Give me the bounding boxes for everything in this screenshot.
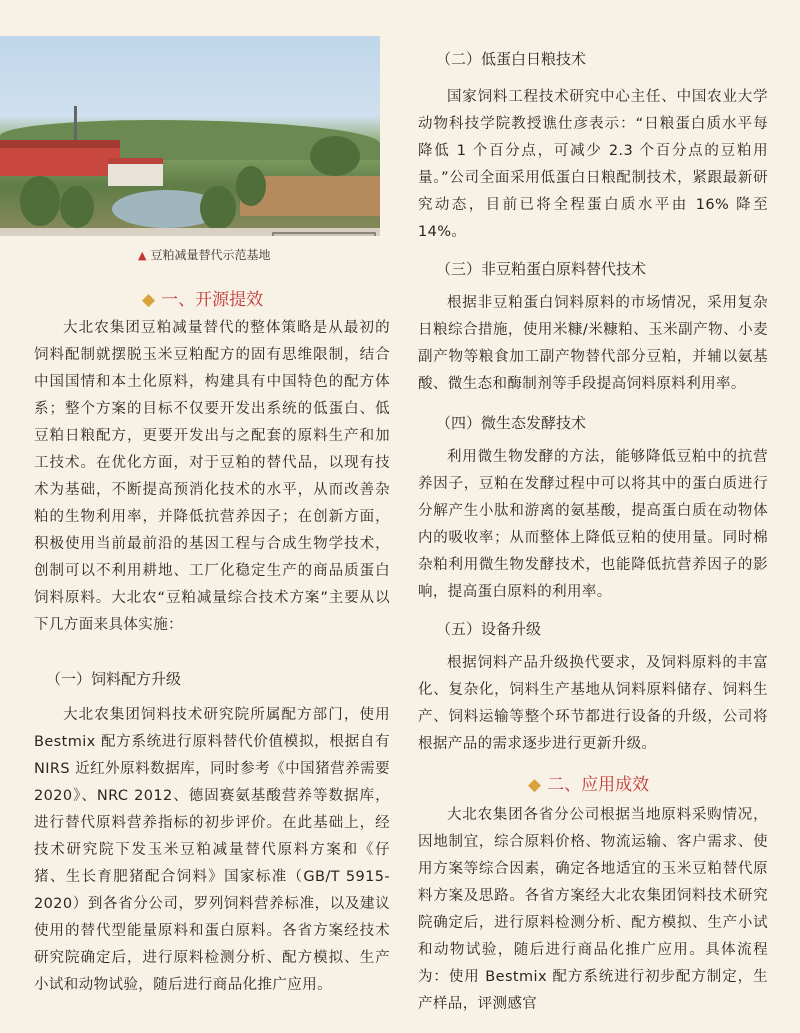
section-heading-1: ◆ 一、开源提效 — [142, 290, 264, 310]
diamond-icon: ◆ — [528, 775, 542, 795]
subheading-microbial-fermentation: （四）微生态发酵技术 — [436, 414, 587, 432]
right-paragraph-5: 大北农集团各省分公司根据当地原料采购情况，因地制宜，综合原料价格、物流运输、客户需求、使用方案等综合因素，确定各地适宜的玉米豆粕替代原料方案及思路。各省方案经大北农集团饲料技术研究院确定后，进行原料检测分析、配方模拟、生产小试和动物试验，随后进行商品化推广应用。具体流程为：使用 Bestmix 配方系统进行初步配方制定，生产样品，评测感官 — [418, 807, 768, 1012]
subheading-equipment-upgrade: （五）设备升级 — [436, 620, 542, 638]
diamond-icon: ◆ — [142, 290, 156, 310]
left-paragraph-2: 大北农集团饲料技术研究院所属配方部门，使用 Bestmix 配方系统进行原料替代价值模拟，根据自有 NIRS 近红外原料数据库，同时参考《中国猪营养需要 2020》、NRC 2012、德固赛氨基酸营养等数据库，进行替代原料营养指标的初步评价。在此基础上，经技术研究院下发玉米豆粕减量替代原料方案和《仔猪、生长育肥猪配合饲料》国家标准（GB/T 5915-2020）到各省分公司，罗列饲料营养标准，以及建议使用的替代型能量原料和蛋白原料。各省方案经技术研究院确定后，进行原料检测分析、配方模拟、生产小试和动物试验，随后进行商品化推广应用。 — [34, 707, 390, 993]
right-paragraph-3: 利用微生物发酵的方法，能够降低豆粕中的抗营养因子，豆粕在发酵过程中可以将其中的蛋白质进行分解产生小肽和游离的氨基酸，提高蛋白质在动物体内的吸收率；从而整体上降低豆粕的使用量。同时棉杂粕利用微生物发酵技术，也能降低抗营养因子的影响，提高蛋白原料的利用率。 — [418, 449, 768, 600]
demo-base-photo — [0, 36, 380, 236]
left-paragraph-1: 大北农集团豆粕减量替代的整体策略是从最初的饲料配制就摆脱玉米豆粕配方的固有思维限制，结合中国国情和本土化原料，构建具有中国特色的配方体系；整个方案的目标不仅要开发出系统的低蛋白、低豆粕日粮配方，更要开发出与之配套的原料生产和加工技术。在优化方面，对于豆粕的替代品，以现有技术为基础，不断提高预消化技术的水平，从而改善杂粕的生物利用率，并降低抗营养因子；在创新方面，积极使用当前最前沿的基因工程与合成生物学技术，创制可以不利用耕地、工厂化稳定生产的商品质蛋白饲料原料。大北农“豆粕减量综合技术方案”主要从以下几方面来具体实施： — [34, 320, 390, 633]
section-heading-2: ◆ 二、应用成效 — [528, 775, 650, 795]
photo-caption: ▲ 豆粕减量替代示范基地 — [138, 248, 271, 262]
base-signboard — [272, 232, 376, 236]
right-paragraph-2: 根据非豆粕蛋白饲料原料的市场情况，采用复杂日粮综合措施，使用米糠/米糠粕、玉米副产物、小麦副产物等粮食加工副产物替代部分豆粕，并辅以氨基酸、微生态和酶制剂等手段提高饲料原料利用率。 — [418, 295, 768, 392]
triangle-icon: ▲ — [138, 249, 147, 262]
right-paragraph-1: 国家饲料工程技术研究中心主任、中国农业大学动物科技学院教授谯仕彦表示：“日粮蛋白质水平每降低 1 个百分点，可减少 2.3 个百分点的豆粕用量。”公司全面采用低蛋白日粮配制技术，紧跟最新研究动态，目前已将全程蛋白质水平由 16% 降至 14%。 — [418, 89, 768, 240]
subheading-low-protein: （二）低蛋白日粮技术 — [436, 50, 587, 68]
subheading-formula-upgrade: （一）饲料配方升级 — [46, 670, 182, 688]
subheading-non-soybean-protein: （三）非豆粕蛋白原料替代技术 — [436, 260, 647, 278]
right-paragraph-4: 根据饲料产品升级换代要求，及饲料原料的丰富化、复杂化，饲料生产基地从饲料原料储存、饲料生产、饲料运输等整个环节都进行设备的升级，公司将根据产品的需求逐步进行更新升级。 — [418, 655, 768, 752]
